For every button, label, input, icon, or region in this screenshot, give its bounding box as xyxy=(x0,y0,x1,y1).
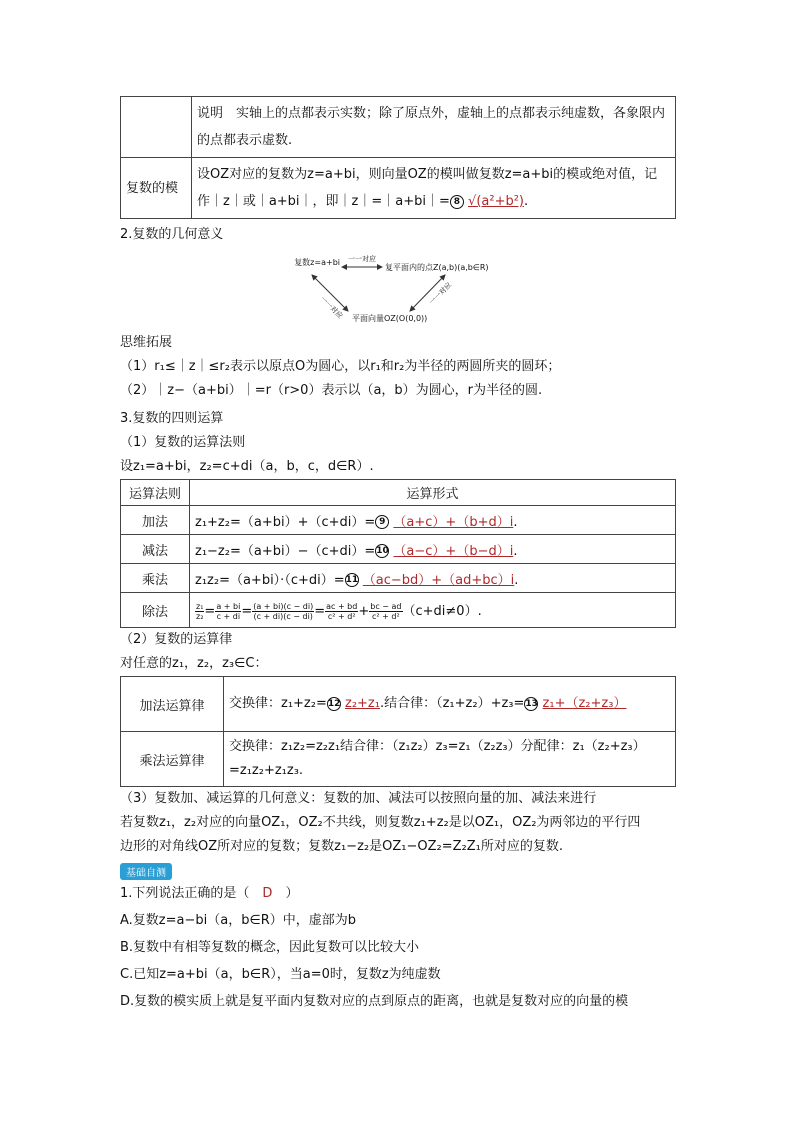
geometry-meaning-2: 若复数z₁，z₂对应的向量OZ₁，OZ₂不共线，则复数z₁+z₂是以OZ₁，OZ₂为两邻边的平行四 xyxy=(120,815,641,830)
table-operations xyxy=(120,479,676,628)
op-expr: z₁+z₂=（a+bi）+（c+di）= 9 （a+c）+（b+d）i. xyxy=(190,506,676,535)
table-row xyxy=(121,677,676,732)
extension-item-2: （2）｜z−（a+bi）｜=r（r>0）表示以（a，b）为圆心，r为半径的圆. xyxy=(120,383,543,398)
law-content: 交换律：z₁+z₂=12 z₂+z₁.结合律：（z₁+z₂）+z₃=13 z₁+（z₂+z₃） xyxy=(224,677,676,732)
op-expr: z₁z₂=（a+bi）·（c+di）=11 （ac−bd）+（ad+bc）i. xyxy=(190,564,676,593)
selftest-badge: 基础自测 xyxy=(120,863,172,880)
fraction: $\frac{bc - ad}{\text{c² + d²}}$ xyxy=(370,601,402,621)
op-expr-division: $\frac{\text{z₁}}{\text{z₂}}$ = $\frac{a + bi}{c + di}$ = $\frac{(a + bi)(c - di)}{(c + di)(c - di)}$ = $\frac{ac + bd}{\text{c² + d²}}$ + $\frac{bc - ad}{\text{c² + d²}}$ （c+di≠0）. xyxy=(190,593,676,628)
section-title: 3.复数的四则运算 xyxy=(120,411,224,426)
edge-label-right: 一一对应 xyxy=(427,280,454,307)
answer-blank: （a+c）+（b+d）i xyxy=(393,514,514,530)
table-header: 运算法则 xyxy=(121,480,190,506)
law-label: 乘法运算律 xyxy=(121,732,224,787)
table-cell-empty xyxy=(121,97,192,158)
geometry-meaning-1: （3）复数加、减运算的几何意义：复数的加、减法可以按照向量的加、减法来进行 xyxy=(120,791,597,806)
subsection-title: （1）复数的运算法则 xyxy=(120,435,246,450)
selftest-badge-wrap xyxy=(120,859,676,880)
op-expr: z₁−z₂=（a+bi）−（c+di）=10 （a−c）+（b−d）i. xyxy=(190,535,676,564)
fraction: $\frac{ac + bd}{\text{c² + d²}}$ xyxy=(326,601,358,621)
table-row xyxy=(121,535,676,564)
law-content: 交换律：z₁z₂=z₂z₁结合律：（z₁z₂）z₃=z₁（z₂z₃）分配律：z₁（z₂+z₃）=z₁z₂+z₁z₃. xyxy=(224,732,676,787)
answer-blank: （a−c）+（b−d）i xyxy=(393,543,514,559)
option-c: C.已知z=a+bi（a，b∈R），当a=0时，复数z为纯虚数 xyxy=(120,967,441,982)
answer-blank: z₁+（z₂+z₃） xyxy=(542,696,627,711)
question-answer: D xyxy=(262,886,273,901)
option-b: B.复数中有相等复数的概念，因此复数可以比较大小 xyxy=(120,940,420,955)
question-stem: 1.下列说法正确的是（ D ） xyxy=(120,886,299,901)
extension-item-1: （1）r₁≤｜z｜≤r₂表示以原点O为圆心，以r₁和r₂为半径的两圆所夹的圆环； xyxy=(120,359,561,374)
table-row xyxy=(121,564,676,593)
fraction: $\frac{a + bi}{c + di}$ xyxy=(216,601,241,621)
op-name: 加法 xyxy=(121,506,190,535)
table-row xyxy=(121,732,676,787)
geometry-diagram xyxy=(120,247,676,327)
table-definitions xyxy=(120,96,676,219)
table-row xyxy=(121,506,676,535)
blank-marker: 11 xyxy=(345,575,359,585)
op-name: 减法 xyxy=(121,535,190,564)
geometry-meaning-3: 边形的对角线OZ所对应的复数；复数z₁−z₂是OZ₁−OZ₂=Z₂Z₁所对应的复数. xyxy=(120,839,563,854)
blank-marker: 12 xyxy=(327,698,341,709)
answer-blank: z₂+z₁ xyxy=(345,696,380,711)
node-point: 复平面内的点Z(a,b)(a,b∈R) xyxy=(385,263,489,272)
table-row xyxy=(121,593,676,628)
diagram-svg xyxy=(120,247,676,327)
answer-blank: √(a²+b²) xyxy=(468,194,524,209)
table-row xyxy=(121,97,676,158)
division-condition: （c+di≠0）. xyxy=(402,603,482,619)
setup-text: 设z₁=a+bi，z₂=c+di（a，b，c，d∈R）. xyxy=(120,459,374,474)
table-header: 运算形式 xyxy=(190,480,676,506)
node-complex: 复数z=a+bi xyxy=(294,258,340,267)
fraction: $\frac{\text{z₁}}{\text{z₂}}$ xyxy=(196,601,204,621)
page-content xyxy=(120,96,676,1015)
extension-title: 思维拓展 xyxy=(120,335,173,350)
blank-marker: 10 xyxy=(376,546,389,556)
edge-label-left: 一一对应 xyxy=(318,294,345,321)
law-label: 加法运算律 xyxy=(121,677,224,732)
table-header-row xyxy=(121,480,676,506)
subsection-title: （2）复数的运算律 xyxy=(120,632,233,647)
blank-marker: 8 xyxy=(450,195,464,209)
laws-intro: 对任意的z₁，z₂，z₃∈C： xyxy=(120,656,268,671)
edge-label-top: 一一对应 xyxy=(348,255,376,263)
blank-marker: 13 xyxy=(525,698,538,709)
op-name: 除法 xyxy=(121,593,190,628)
blank-marker: 9 xyxy=(375,515,389,529)
answer-blank: （ac−bd）+（ad+bc）i xyxy=(362,572,515,588)
table-row xyxy=(121,158,676,219)
section-title: 2.复数的几何意义 xyxy=(120,227,224,242)
table-cell: 设OZ对应的复数为z=a+bi，则向量OZ的模叫做复数z=a+bi的模或绝对值，记作｜z｜或｜a+bi｜，即｜z｜=｜a+bi｜= 8 √(a²+b²). xyxy=(192,158,676,219)
option-d: D.复数的模实质上就是复平面内复数对应的点到原点的距离，也就是复数对应的向量的模 xyxy=(120,994,629,1009)
table-cell: 说明 实轴上的点都表示实数；除了原点外，虚轴上的点都表示纯虚数，各象限内的点都表示虚数. xyxy=(192,97,676,158)
option-a: A.复数z=a−bi（a，b∈R）中，虚部为b xyxy=(120,913,357,928)
fraction: $\frac{(a + bi)(c - di)}{(c + di)(c - di)}$ xyxy=(253,601,314,621)
table-cell-label: 复数的模 xyxy=(121,158,192,219)
modulus-text: 设OZ对应的复数为z=a+bi，则向量OZ的模叫做复数z=a+bi的模或绝对值，记作｜z｜或｜a+bi｜，即｜z｜=｜a+bi｜= xyxy=(197,167,658,209)
op-name: 乘法 xyxy=(121,564,190,593)
node-vector: 平面向量OZ(O(0,0)) xyxy=(352,314,428,323)
table-laws xyxy=(120,676,676,787)
